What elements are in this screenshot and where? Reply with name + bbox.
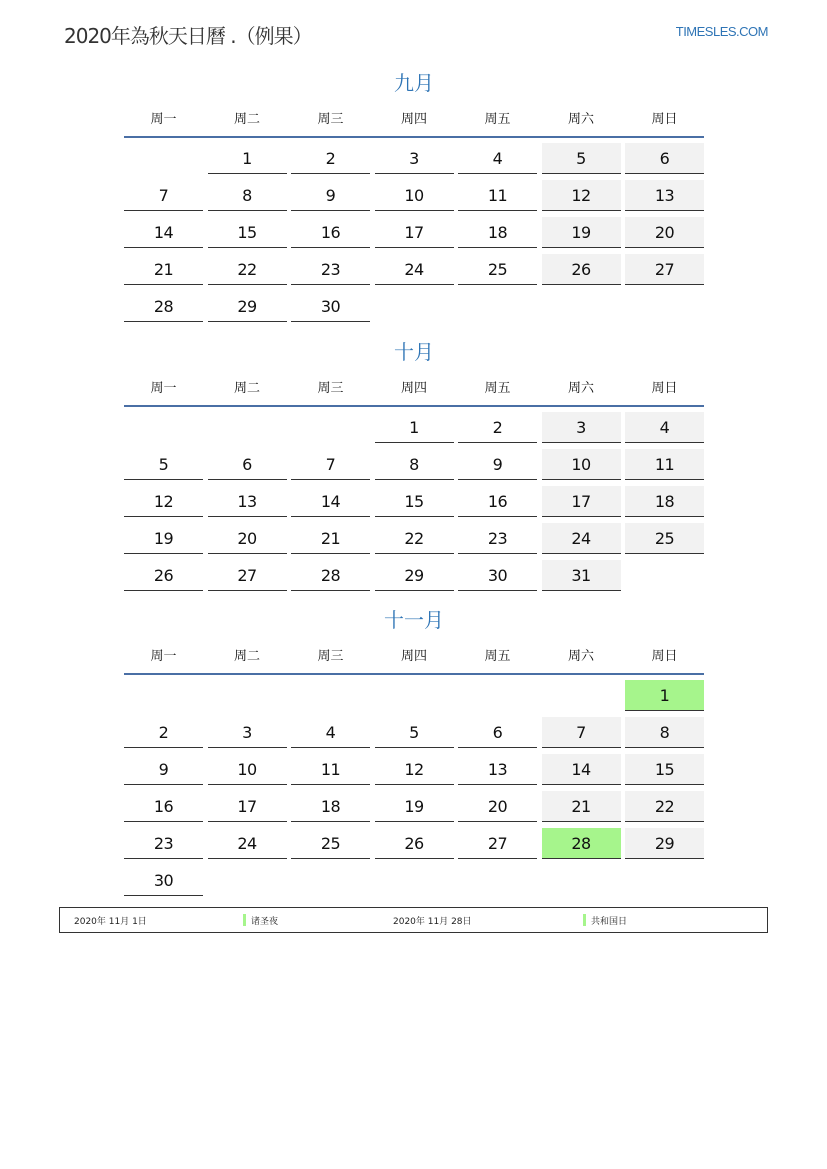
day-cell: 22 [375,523,454,554]
day-cell: 19 [124,523,203,554]
day-cell: 15 [375,486,454,517]
day-cell: 5 [375,717,454,748]
day-cell: 29 [208,291,287,322]
day-cell: 6 [208,449,287,480]
day-cell: 16 [458,486,537,517]
day-cell: 4 [291,717,370,748]
empty-cell [291,680,370,710]
day-cell: 11 [625,449,704,480]
day-cell: 14 [291,486,370,517]
weekday-header [124,367,704,407]
day-grid [124,412,704,597]
day-cell: 2 [124,717,203,748]
day-cell: 30 [458,560,537,591]
day-cell: 29 [375,560,454,591]
day-cell: 6 [625,143,704,174]
day-cell: 1 [375,412,454,443]
day-cell: 30 [291,291,370,322]
day-cell: 14 [124,217,203,248]
day-cell: 19 [375,791,454,822]
day-cell: 10 [375,180,454,211]
weekday-label: 周三 [317,648,344,664]
day-cell: 17 [208,791,287,822]
day-cell: 5 [542,143,621,174]
holiday-legend [59,907,768,933]
day-cell: 25 [291,828,370,859]
day-cell: 27 [208,560,287,591]
day-cell: 10 [542,449,621,480]
day-grid [124,143,704,328]
day-cell: 30 [124,865,203,896]
day-cell: 21 [124,254,203,285]
day-cell: 6 [458,717,537,748]
day-cell: 1 [625,680,704,711]
empty-cell [542,680,621,710]
day-cell: 31 [542,560,621,591]
day-cell: 4 [625,412,704,443]
weekday-label: 周六 [567,648,594,664]
day-cell: 26 [375,828,454,859]
weekday-label: 周六 [567,380,594,396]
day-cell: 18 [458,217,537,248]
weekday-label: 周四 [400,111,427,127]
day-cell: 14 [542,754,621,785]
day-cell: 27 [458,828,537,859]
day-cell: 24 [542,523,621,554]
day-cell: 28 [542,828,621,859]
day-grid [124,680,704,902]
day-cell: 24 [375,254,454,285]
weekday-label: 周一 [150,111,177,127]
day-cell: 7 [124,180,203,211]
day-cell: 27 [625,254,704,285]
day-cell: 20 [625,217,704,248]
weekday-label: 周日 [651,380,678,396]
legend-holiday-name [583,914,627,927]
weekday-label: 周三 [317,380,344,396]
day-cell: 20 [458,791,537,822]
day-cell: 22 [208,254,287,285]
day-cell: 23 [458,523,537,554]
day-cell: 9 [458,449,537,480]
weekday-label: 周二 [233,111,260,127]
day-cell: 16 [291,217,370,248]
weekday-label: 周三 [317,111,344,127]
day-cell: 8 [208,180,287,211]
day-cell: 12 [542,180,621,211]
day-cell: 20 [208,523,287,554]
day-cell: 25 [625,523,704,554]
day-cell: 24 [208,828,287,859]
day-cell: 29 [625,828,704,859]
empty-cell [208,412,287,442]
weekday-label: 周六 [567,111,594,127]
day-cell: 22 [625,791,704,822]
month-title: 十月 [394,340,434,364]
empty-cell [291,412,370,442]
day-cell: 2 [291,143,370,174]
day-cell: 9 [291,180,370,211]
empty-cell [375,680,454,710]
site-link[interactable]: TIMESLES.COM [675,24,768,39]
empty-cell [208,680,287,710]
weekday-header [124,98,704,138]
page-title: 2020年為秋天日曆 .（例果） [64,24,312,48]
day-cell: 28 [124,291,203,322]
day-cell: 28 [291,560,370,591]
weekday-label: 周五 [484,380,511,396]
day-cell: 11 [291,754,370,785]
empty-cell [124,412,203,442]
legend-date: 2020年 11月 1日 [74,917,147,927]
weekday-label: 周日 [651,111,678,127]
weekday-label: 周二 [233,648,260,664]
day-cell: 18 [291,791,370,822]
day-cell: 10 [208,754,287,785]
month-calendar [124,68,704,328]
month-calendar [124,605,704,902]
weekday-label: 周一 [150,380,177,396]
day-cell: 1 [208,143,287,174]
day-cell: 26 [124,560,203,591]
day-cell: 23 [124,828,203,859]
day-cell: 17 [375,217,454,248]
day-cell: 25 [458,254,537,285]
day-cell: 13 [208,486,287,517]
day-cell: 9 [124,754,203,785]
day-cell: 5 [124,449,203,480]
day-cell: 26 [542,254,621,285]
day-cell: 13 [458,754,537,785]
legend-name-text: 共和国日 [591,917,628,927]
day-cell: 16 [124,791,203,822]
day-cell: 15 [208,217,287,248]
empty-cell [458,680,537,710]
day-cell: 21 [542,791,621,822]
weekday-label: 周五 [484,648,511,664]
day-cell: 19 [542,217,621,248]
day-cell: 8 [625,717,704,748]
day-cell: 13 [625,180,704,211]
day-cell: 15 [625,754,704,785]
day-cell: 12 [375,754,454,785]
empty-cell [124,143,203,173]
weekday-header [124,635,704,675]
legend-date: 2020年 11月 28日 [393,917,472,927]
legend-color-marker [583,914,586,926]
day-cell: 23 [291,254,370,285]
weekday-label: 周五 [484,111,511,127]
legend-name-text: 诸圣夜 [251,917,279,927]
legend-color-marker [243,914,246,926]
day-cell: 7 [542,717,621,748]
weekday-label: 周一 [150,648,177,664]
day-cell: 12 [124,486,203,517]
month-calendar [124,337,704,597]
legend-holiday-name [243,914,278,927]
month-title: 九月 [394,71,434,95]
day-cell: 4 [458,143,537,174]
day-cell: 18 [625,486,704,517]
day-cell: 11 [458,180,537,211]
day-cell: 3 [208,717,287,748]
day-cell: 8 [375,449,454,480]
day-cell: 3 [542,412,621,443]
weekday-label: 周二 [233,380,260,396]
day-cell: 21 [291,523,370,554]
day-cell: 7 [291,449,370,480]
weekday-label: 周四 [400,380,427,396]
day-cell: 17 [542,486,621,517]
day-cell: 3 [375,143,454,174]
weekday-label: 周四 [400,648,427,664]
month-title: 十一月 [384,608,444,632]
weekday-label: 周日 [651,648,678,664]
day-cell: 2 [458,412,537,443]
empty-cell [124,680,203,710]
